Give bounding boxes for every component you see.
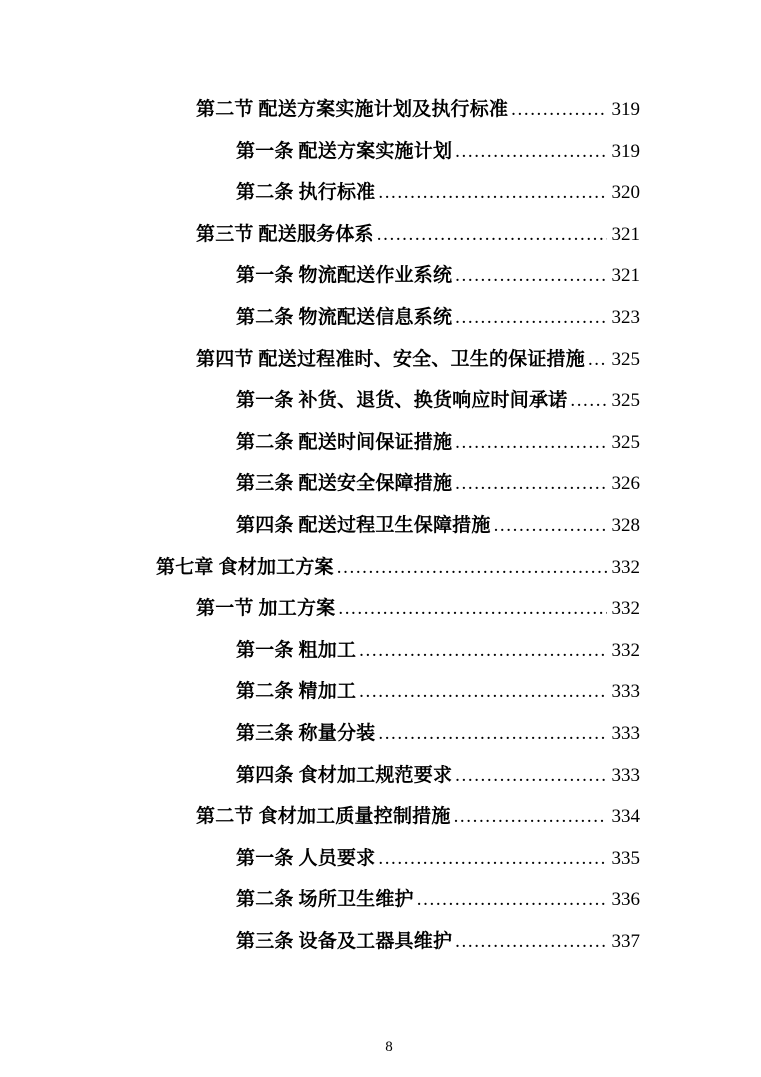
- toc-entry[interactable]: [0, 713, 640, 755]
- toc-entry[interactable]: [0, 380, 640, 422]
- toc-entry-title: 第二节 食材加工质量控制措施: [196, 806, 451, 828]
- toc-entry[interactable]: [0, 879, 640, 921]
- toc-dot-leader: [588, 339, 607, 381]
- toc-dot-leader: [378, 172, 606, 214]
- toc-dot-leader: [359, 671, 606, 713]
- toc-entry-page-number: 319: [611, 99, 640, 120]
- toc-entry[interactable]: [0, 255, 640, 297]
- toc-entry-title: 第一条 物流配送作业系统: [236, 265, 453, 287]
- toc-entry-title: 第二条 物流配送信息系统: [236, 306, 453, 328]
- toc-entry-page-number: 320: [611, 182, 640, 204]
- toc-entry[interactable]: [0, 630, 640, 672]
- toc-entry-page-number: 326: [611, 473, 640, 495]
- toc-entry-title: 第三条 设备及工器具维护: [236, 930, 453, 952]
- toc-entry-page-number: 332: [611, 598, 640, 620]
- toc-entry-page-number: 333: [611, 681, 640, 703]
- toc-dot-leader: [455, 755, 606, 797]
- toc-entry-page-number: 337: [611, 930, 640, 952]
- toc-entry[interactable]: [0, 505, 640, 547]
- toc-dot-leader: [455, 921, 606, 963]
- toc-entry-title: 第一条 配送方案实施计划: [236, 140, 453, 162]
- toc-entry-title: 第二条 执行标准: [236, 182, 376, 204]
- toc-entry-page-number: 332: [611, 556, 640, 578]
- toc-dot-leader: [455, 422, 606, 464]
- toc-entry[interactable]: [0, 671, 640, 713]
- toc-entry-title: 第二条 场所卫生维护: [236, 889, 414, 911]
- toc-entry-page-number: 323: [611, 306, 640, 328]
- toc-entry-title: 第一条 粗加工: [236, 639, 357, 661]
- toc-entry-page-number: 333: [611, 764, 640, 786]
- toc-dot-leader: [337, 547, 607, 589]
- toc-entry[interactable]: [0, 89, 640, 131]
- toc-entry-page-number: 332: [611, 639, 640, 661]
- toc-entry[interactable]: [0, 796, 640, 838]
- toc-dot-leader: [338, 588, 606, 630]
- toc-dot-leader: [378, 713, 606, 755]
- toc-entry-title: 第二条 配送时间保证措施: [236, 431, 453, 453]
- toc-entry-title: 第三条 称量分装: [236, 722, 376, 744]
- toc-entry-title: 第四条 配送过程卫生保障措施: [236, 514, 491, 536]
- toc-entry[interactable]: [0, 547, 640, 589]
- toc-list: [0, 89, 640, 962]
- toc-entry[interactable]: [0, 172, 640, 214]
- toc-entry-title: 第四节 配送过程准时、安全、卫生的保证措施: [196, 348, 585, 370]
- footer-page-number: 8: [385, 1039, 393, 1055]
- toc-entry-page-number: 321: [611, 265, 640, 287]
- toc-entry[interactable]: [0, 214, 640, 256]
- toc-entry-page-number: 335: [611, 847, 640, 869]
- toc-entry[interactable]: [0, 422, 640, 464]
- toc-entry-page-number: 334: [611, 806, 640, 828]
- toc-dot-leader: [511, 89, 606, 131]
- toc-entry[interactable]: [0, 339, 640, 381]
- toc-entry-page-number: 321: [611, 223, 640, 245]
- toc-entry-title: 第二节 配送方案实施计划及执行标准: [196, 99, 509, 120]
- page-footer: [0, 1038, 761, 1056]
- toc-dot-leader: [494, 505, 607, 547]
- toc-dot-leader: [455, 297, 606, 339]
- toc-entry[interactable]: [0, 131, 640, 173]
- toc-entry-title: 第四条 食材加工规范要求: [236, 764, 453, 786]
- toc-entry[interactable]: [0, 921, 640, 963]
- toc-entry-title: 第七章 食材加工方案: [156, 556, 334, 578]
- toc-dot-leader: [454, 796, 607, 838]
- toc-entry-title: 第二条 精加工: [236, 681, 357, 703]
- toc-entry-page-number: 325: [611, 390, 640, 412]
- toc-entry[interactable]: [0, 463, 640, 505]
- toc-dot-leader: [377, 214, 607, 256]
- toc-entry[interactable]: [0, 297, 640, 339]
- toc-dot-leader: [570, 380, 606, 422]
- toc-entry-title: 第一节 加工方案: [196, 598, 336, 620]
- toc-dot-leader: [378, 838, 606, 880]
- toc-dot-leader: [417, 879, 607, 921]
- toc-entry-page-number: 319: [611, 140, 640, 162]
- toc-entry[interactable]: [0, 755, 640, 797]
- toc-entry-page-number: 328: [611, 514, 640, 536]
- toc-entry[interactable]: [0, 588, 640, 630]
- toc-entry-title: 第三节 配送服务体系: [196, 223, 374, 245]
- toc-entry-page-number: 325: [611, 431, 640, 453]
- toc-entry-title: 第一条 人员要求: [236, 847, 376, 869]
- toc-entry-page-number: 325: [611, 348, 640, 370]
- toc-entry-page-number: 336: [611, 889, 640, 911]
- toc-entry-title: 第一条 补货、退货、换货响应时间承诺: [236, 390, 568, 412]
- toc-entry[interactable]: [0, 838, 640, 880]
- toc-dot-leader: [455, 131, 606, 173]
- toc-dot-leader: [359, 630, 606, 672]
- toc-entry-title: 第三条 配送安全保障措施: [236, 473, 453, 495]
- toc-dot-leader: [455, 463, 606, 505]
- toc-entry-page-number: 333: [611, 722, 640, 744]
- toc-dot-leader: [455, 255, 606, 297]
